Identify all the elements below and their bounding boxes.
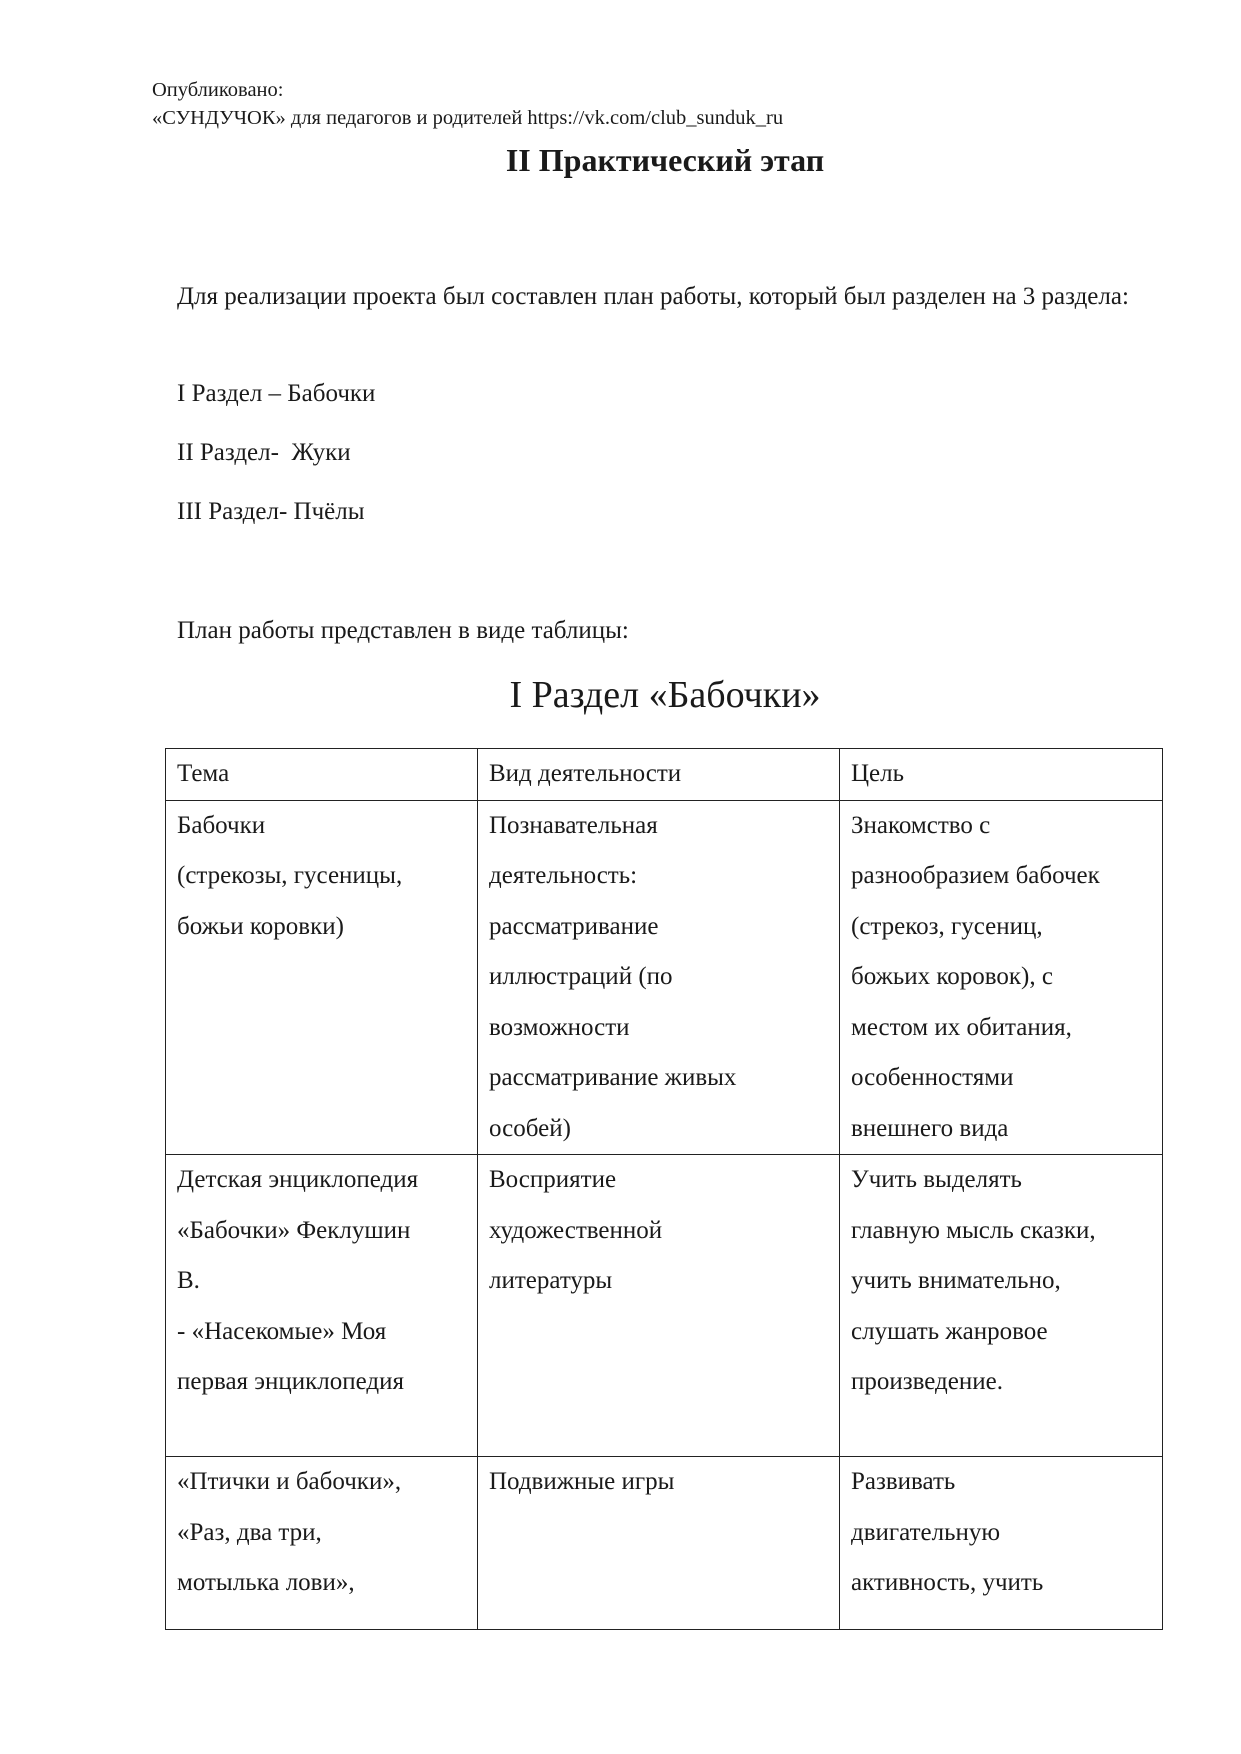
- cell-text-line: Детская энциклопедия: [177, 1166, 419, 1193]
- cell-text-line: божьих коровок), с: [851, 963, 1053, 990]
- cell-text-line: «Птички и бабочки»,: [177, 1468, 402, 1495]
- intro-paragraph: Для реализации проекта был составлен план работы, который был разделен на 3 раздела:: [177, 283, 1129, 310]
- header-goal: Цель: [840, 749, 1163, 801]
- cell-text-line: Восприятие: [489, 1166, 617, 1193]
- cell-text-line: иллюстраций (по: [489, 963, 673, 990]
- table-intro: План работы представлен в виде таблицы:: [177, 617, 629, 644]
- cell-text-line: Учить выделять: [851, 1166, 1022, 1193]
- cell-text-line: главную мысль сказки,: [851, 1216, 1096, 1244]
- header-topic: Тема: [166, 749, 478, 801]
- cell-text-line: «Раз, два три,: [177, 1518, 322, 1546]
- cell-goal: [840, 800, 1163, 1155]
- cell-text-line: Знакомство с: [851, 811, 991, 839]
- cell-topic: [166, 1457, 478, 1630]
- cell-text-line: разнообразием бабочек: [851, 862, 1100, 889]
- cell-text-line: Развивать: [851, 1468, 956, 1495]
- cell-topic: [166, 1155, 478, 1457]
- cell-goal: [840, 1457, 1163, 1630]
- cell-text-line: активность, учить: [851, 1569, 1044, 1596]
- cell-text-line: - «Насекомые» Моя: [177, 1317, 387, 1345]
- table-row: [166, 800, 1163, 1155]
- cell-text-line: деятельность:: [489, 862, 638, 889]
- publisher-source: «СУНДУЧОК» для педагогов и родителей https://vk.com/club_sunduk_ru: [152, 107, 784, 129]
- cell-activity: [478, 1457, 840, 1630]
- cell-text-line: художественной: [489, 1216, 663, 1244]
- cell-text-line: местом их обитания,: [851, 1013, 1072, 1041]
- cell-text-line: произведение.: [851, 1368, 1003, 1395]
- publisher-label: Опубликовано:: [152, 79, 284, 101]
- cell-text-line: В.: [177, 1267, 200, 1294]
- cell-text-line: учить внимательно,: [851, 1267, 1061, 1294]
- cell-text-line: слушать жанровое: [851, 1317, 1048, 1345]
- table-header-row: [166, 749, 1163, 801]
- work-plan-table: [165, 748, 1163, 1630]
- table-row: [166, 1155, 1163, 1457]
- cell-text-line: (стрекоз, гусениц,: [851, 912, 1043, 940]
- cell-text-line: особенностями: [851, 1064, 1014, 1091]
- cell-text-line: мотылька лови»,: [177, 1569, 355, 1596]
- table-row: [166, 1457, 1163, 1630]
- cell-text-line: рассматривание живых: [489, 1064, 737, 1091]
- cell-text-line: «Бабочки» Феклушин: [177, 1216, 411, 1244]
- cell-activity: [478, 1155, 840, 1457]
- publisher-note: [152, 76, 783, 132]
- section-item-bees: III Раздел- Пчёлы: [177, 498, 365, 525]
- header-activity: Вид деятельности: [478, 749, 840, 801]
- cell-text-line: Подвижные игры: [489, 1468, 675, 1495]
- cell-text-line: рассматривание: [489, 912, 659, 940]
- cell-text-line: внешнего вида: [851, 1114, 1009, 1142]
- cell-text-line: двигательную: [851, 1518, 1001, 1546]
- page-title: II Практический этап: [505, 142, 825, 178]
- cell-text-line: особей): [489, 1114, 571, 1142]
- cell-text-line: возможности: [489, 1013, 630, 1041]
- table-title: I Раздел «Бабочки»: [509, 674, 821, 716]
- section-item-butterflies: I Раздел – Бабочки: [177, 380, 376, 407]
- cell-text-line: Бабочки: [177, 811, 266, 839]
- cell-text-line: Познавательная: [489, 811, 658, 839]
- cell-goal: [840, 1155, 1163, 1457]
- cell-text-line: божьи коровки): [177, 912, 344, 940]
- cell-activity: [478, 800, 840, 1155]
- cell-text-line: (стрекозы, гусеницы,: [177, 862, 403, 889]
- cell-text-line: первая энциклопедия: [177, 1368, 405, 1395]
- cell-topic: [166, 800, 478, 1155]
- cell-text-line: литературы: [489, 1267, 613, 1294]
- section-item-beetles: II Раздел- Жуки: [177, 439, 351, 466]
